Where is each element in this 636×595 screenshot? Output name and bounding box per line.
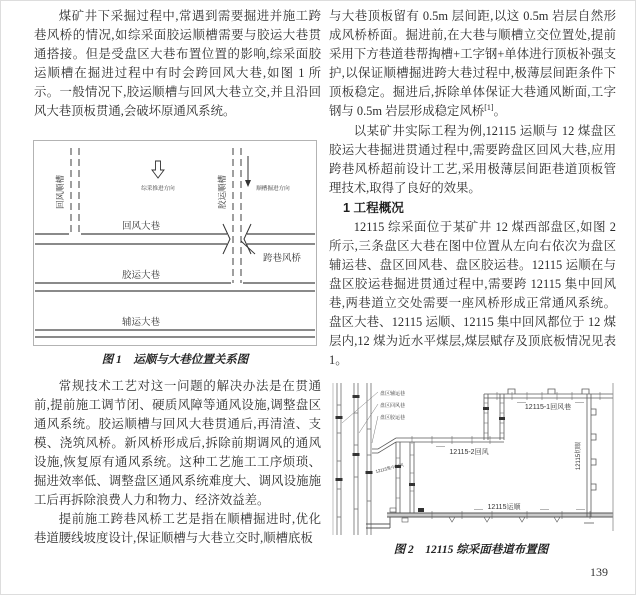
belt-gateway-lines bbox=[233, 148, 241, 283]
paragraph-project-example: 以某矿井实际工程为例,12115 运顺与 12 煤盘区胶运大巷掘进贯通过程中,需要跨盘区回风大巷,应用跨巷风桥超前设计工艺,采用极薄层间距巷道顶板管理技术,取得了良好的效果。 bbox=[329, 124, 616, 195]
stopping-mark bbox=[418, 508, 424, 512]
figure-1 bbox=[33, 140, 317, 351]
figure-1-border bbox=[34, 141, 317, 346]
fig2-label-panel-belt: 盘区胶运巷 bbox=[380, 415, 406, 421]
fig2-label-return-1: 12115-1回风巷 bbox=[524, 404, 572, 411]
figure-2 bbox=[332, 383, 614, 540]
fig1-label-aux-main: 辅运大巷 bbox=[121, 317, 161, 328]
panel-label-leaders bbox=[342, 392, 378, 443]
fig1-label-mining-direction: 综采推进方向 bbox=[141, 186, 175, 192]
return-main-lines bbox=[35, 234, 315, 244]
figure-2-drawing bbox=[332, 383, 614, 535]
fig2-label-return-2: 12115-2回风 bbox=[449, 449, 489, 456]
figure-1-caption: 图 1 运顺与大巷位置关系图 bbox=[101, 354, 249, 366]
page-number: 139 bbox=[590, 565, 608, 579]
crossing-flare-marks bbox=[223, 224, 251, 254]
aux-main-lines bbox=[35, 330, 315, 337]
fig1-label-belt-gateway: 胶运顺槽 bbox=[217, 174, 227, 210]
reference-marker: [1] bbox=[484, 102, 494, 112]
fig1-label-air-bridge: 跨巷风桥 bbox=[262, 253, 302, 264]
fig1-label-return-gateway: 回风顺槽 bbox=[55, 174, 65, 210]
return-gateway-lines bbox=[71, 148, 79, 234]
figure-2-caption: 图 2 12115 综采面巷道布置图 bbox=[393, 544, 549, 556]
paragraph-text-tail: 。 bbox=[493, 104, 506, 118]
fig2-label-cut: 12115切眼 bbox=[576, 441, 582, 471]
cell-mark bbox=[390, 508, 396, 512]
open-off-cut-lines bbox=[584, 394, 596, 523]
stopping-mark bbox=[409, 483, 415, 486]
paragraph-continuation bbox=[329, 7, 616, 121]
section-heading-1: 1 工程概况 bbox=[343, 201, 404, 215]
air-bridge-leader-line bbox=[241, 241, 255, 254]
return-airway-1-lines bbox=[484, 389, 613, 400]
fig1-label-heading-direction: 顺槽掘进方向 bbox=[256, 186, 290, 192]
stopping-mark bbox=[483, 407, 489, 410]
fig2-label-panel-aux: 盘区辅运巷 bbox=[380, 391, 406, 397]
paragraph-text: 与大巷顶板留有 0.5m 层间距,以这 0.5m 岩层自然形成风桥桥面。掘进前,在大巷与顺槽立交位置处,提前采用下方巷道巷帮掏槽+工字钢+单体进行顶板补强支护,以保证顺槽掘进跨大巷过程中,极薄层间距条件下顶板稳定。掘进后,拆除单体保证大巷通风断面,工字钢与 0.5m 岩层形成稳定风桥 bbox=[329, 9, 616, 118]
heading-advance-arrow-icon bbox=[245, 156, 251, 187]
fig2-label-central-return: 12115集中回风 bbox=[375, 462, 405, 474]
paragraph-advanced-method: 提前施工跨巷风桥工艺是指在顺槽掘进时,优化巷道腰线坡度设计,保证顺槽与大巷立交时,顺槽底板 bbox=[34, 512, 321, 545]
fig2-label-transport: 12115运顺 bbox=[487, 504, 521, 511]
cell-mark bbox=[402, 518, 408, 522]
fig1-label-belt-main: 胶运大巷 bbox=[121, 270, 161, 281]
fig2-label-panel-return: 盘区回风巷 bbox=[380, 403, 406, 409]
central-return-lines bbox=[396, 442, 414, 513]
stopping-mark bbox=[499, 417, 505, 420]
mining-advance-arrow-icon bbox=[152, 161, 164, 178]
micro-label-marks bbox=[436, 403, 585, 510]
transport-gateway-band bbox=[387, 514, 613, 517]
belt-main-lines bbox=[35, 283, 315, 291]
paragraph-intro: 煤矿井下采掘过程中,常遇到需要掘进并施工跨巷风桥的情况,如综采面胶运顺槽需要与胶运大巷贯通搭接。但是受盘区大巷布置位置的影响,综采面胶运顺槽在掘进过程中有时会跨回风大巷,如图 1 所示。一般情况下,胶运顺槽与回风大巷立交,并且沿回风大巷顶板贯通,会破坏原通风系统。 bbox=[34, 9, 321, 118]
panel-main-roadways bbox=[333, 383, 371, 535]
figure-1-drawing bbox=[33, 140, 317, 346]
paragraph-conventional-method: 常规技术工艺对这一问题的解决办法是在贯通前,提前施工调节闭、硬质风障等通风设施,调整盘区通风系统。胶运顺槽与回风大巷贯通后,再清渣、支模、浇筑风桥。新风桥形成后,拆除前期调风的通风设施,恢复原有通风系统。这种工艺施工工序烦琐、掘进效率低、调整盘区通风系统难度大、调风设施施工后再拆除浪费人力和物力、经济效益差。 bbox=[34, 379, 321, 507]
paragraph-project-overview: 12115 综采面位于某矿井 12 煤西部盘区,如图 2 所示,三条盘区大巷在图中位置从左向右依次为盘区辅运巷、盘区回风巷、盘区胶运巷。12115 运顺在与盘区胶运巷掘进贯通过程中,需要跨 12115 集中回风巷,两巷道立交处需要一座风桥形成正常通风系统。盘区大巷、12115 运顺、12115 集中回风都位于 12 煤层内,12 煤为近水平煤层,煤层赋存及顶底板情况见表 1。 bbox=[329, 220, 616, 367]
fig1-label-return-main: 回风大巷 bbox=[121, 221, 161, 232]
